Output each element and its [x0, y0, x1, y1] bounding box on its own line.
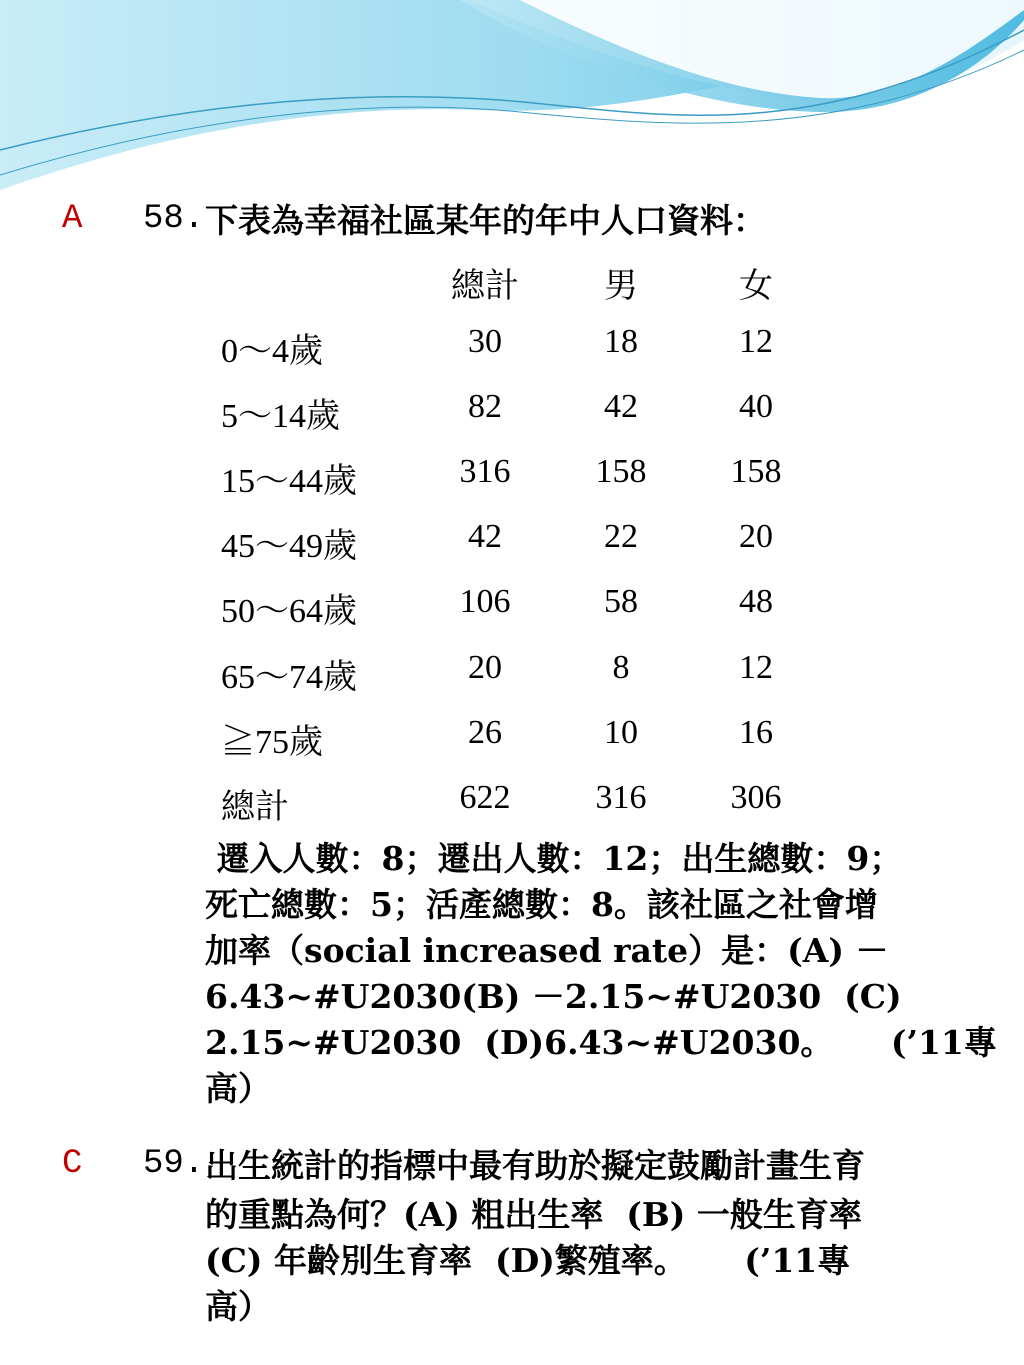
q59-answer: C: [62, 1145, 83, 1183]
row-label: 0～4歲: [221, 333, 323, 370]
q59-line-2: 的重點為何？(A) 粗出生率 (B) 一般生育率: [205, 1195, 862, 1234]
header-female: 女: [739, 266, 773, 306]
q58-line-1: 遷入人數：8；遷出人數：12；出生總數：9；: [205, 839, 903, 878]
row-label: 50～64歲: [221, 593, 357, 630]
row-female: 158: [730, 453, 782, 490]
q59-line-4: 高）: [205, 1287, 271, 1326]
row-label: 5～14歲: [221, 398, 340, 435]
row-total: 20: [468, 649, 502, 686]
row-total: 82: [468, 388, 502, 425]
row-female: 12: [739, 323, 773, 360]
q58-number: 58.: [143, 200, 205, 238]
q58-line-5: 2.15~#U2030 (D)6.43~#U2030。 (’11專: [205, 1023, 997, 1062]
row-female: 48: [739, 583, 773, 620]
q58-title: 下表為幸福社區某年的年中人口資料：: [205, 201, 766, 240]
row-male: 18: [604, 323, 638, 360]
row-label: 65～74歲: [221, 659, 357, 696]
row-female: 20: [739, 518, 773, 555]
row-female: 40: [739, 388, 773, 425]
row-label-total: 總計: [221, 789, 289, 826]
row-total: 316: [459, 453, 511, 490]
q58-answer: A: [62, 200, 83, 238]
header-wave-decoration: [0, 0, 1024, 200]
row-male: 42: [604, 388, 638, 425]
row-total: 42: [468, 518, 502, 555]
row-female: 16: [739, 714, 773, 751]
row-label: 15～44歲: [221, 463, 357, 500]
row-total: 26: [468, 714, 502, 751]
q58-line-2: 死亡總數：5；活產總數：8。該社區之社會增: [205, 885, 878, 924]
row-total: 106: [459, 583, 511, 620]
row-total: 622: [459, 779, 511, 816]
row-male: 316: [595, 779, 647, 816]
q59-line-3: (C) 年齡別生育率 (D)繁殖率。 (’11專: [205, 1241, 851, 1280]
q58-line-4: 6.43~#U2030(B) －2.15~#U2030 (C): [205, 977, 902, 1016]
q58-line-3: 加率（social increased rate）是：(A) －: [205, 931, 889, 970]
row-label: 45～49歲: [221, 528, 357, 565]
q59-number: 59.: [143, 1145, 205, 1183]
row-male: 58: [604, 583, 638, 620]
row-male: 8: [612, 649, 630, 686]
row-female: 12: [739, 649, 773, 686]
header-total: 總計: [451, 266, 519, 306]
row-label: ≧75歲: [221, 724, 323, 761]
row-male: 10: [604, 714, 638, 751]
q58-line-6: 高）: [205, 1069, 271, 1108]
q59-line-1: 出生統計的指標中最有助於擬定鼓勵計畫生育: [205, 1146, 865, 1185]
row-female: 306: [730, 779, 782, 816]
row-male: 158: [595, 453, 647, 490]
row-male: 22: [604, 518, 638, 555]
header-male: 男: [604, 266, 638, 306]
row-total: 30: [468, 323, 502, 360]
